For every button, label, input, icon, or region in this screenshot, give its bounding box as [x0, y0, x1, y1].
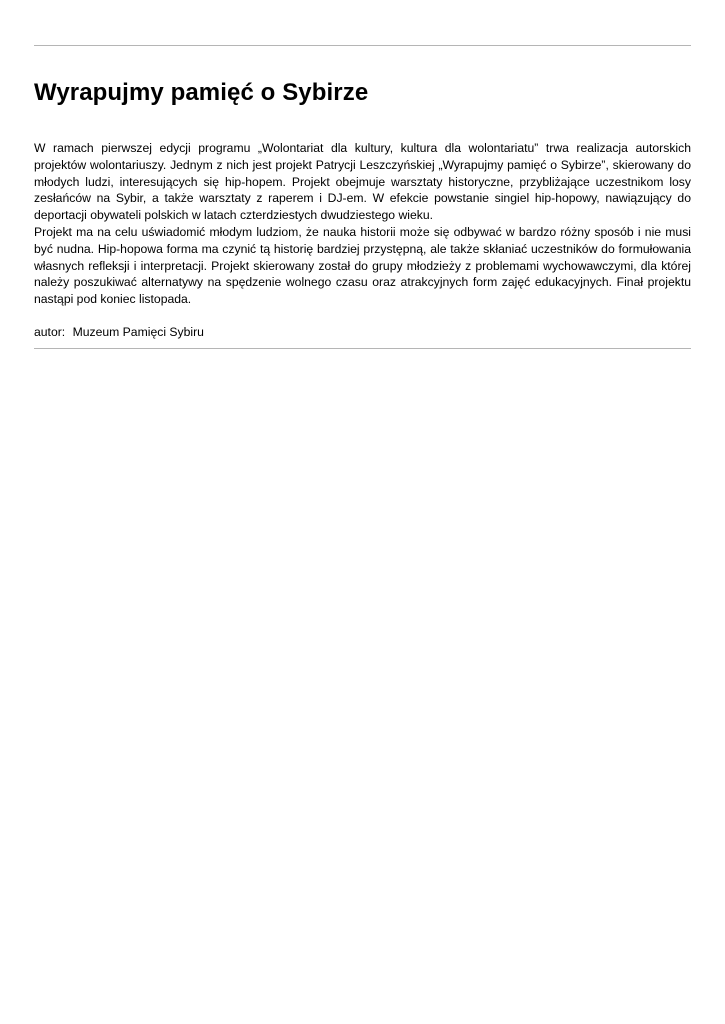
top-divider [34, 45, 691, 46]
article-paragraph: Projekt ma na celu uświadomić młodym ludziom, że nauka historii może się odbywać w bardzo różny sposób i nie musi być nudna. Hip-hopowa forma ma czynić tą historię bardziej przystępną, ale także skłaniać uczestników do formułowania własnych refleksji i interpretacji. Projekt skierowany został do grupy młodzieży z problemami wychowawczymi, dla której należy poszukiwać alternatywy na spędzenie wolnego czasu oraz atrakcyjnych form zajęć edukacyjnych. Finał projektu nastąpi pod koniec listopada. [34, 224, 691, 307]
author-name: Muzeum Pamięci Sybiru [72, 324, 204, 339]
article-body [34, 140, 691, 308]
article-title: Wyrapujmy pamięć o Sybirze [34, 79, 369, 106]
document-page [34, 0, 691, 349]
bottom-divider [34, 348, 691, 349]
article-paragraph: W ramach pierwszej edycji programu „Wolontariat dla kultury, kultura dla wolontariatu” trwa realizacja autorskich projektów wolontariuszy. Jednym z nich jest projekt Patrycji Leszczyńskiej „Wyrapujmy pamięć o Sybirze”, skierowany do młodych ludzi, interesujących się hip-hopem. Projekt obejmuje warsztaty historyczne, przybliżające uczestnikom losy zesłańców na Sybir, a także warsztaty z raperem i DJ-em. W efekcie powstanie singiel hip-hopowy, nawiązujący do deportacji obywateli polskich w latach czterdziestych dwudziestego wieku. [34, 141, 691, 223]
author-line [34, 324, 691, 341]
author-label: autor: [34, 324, 66, 339]
